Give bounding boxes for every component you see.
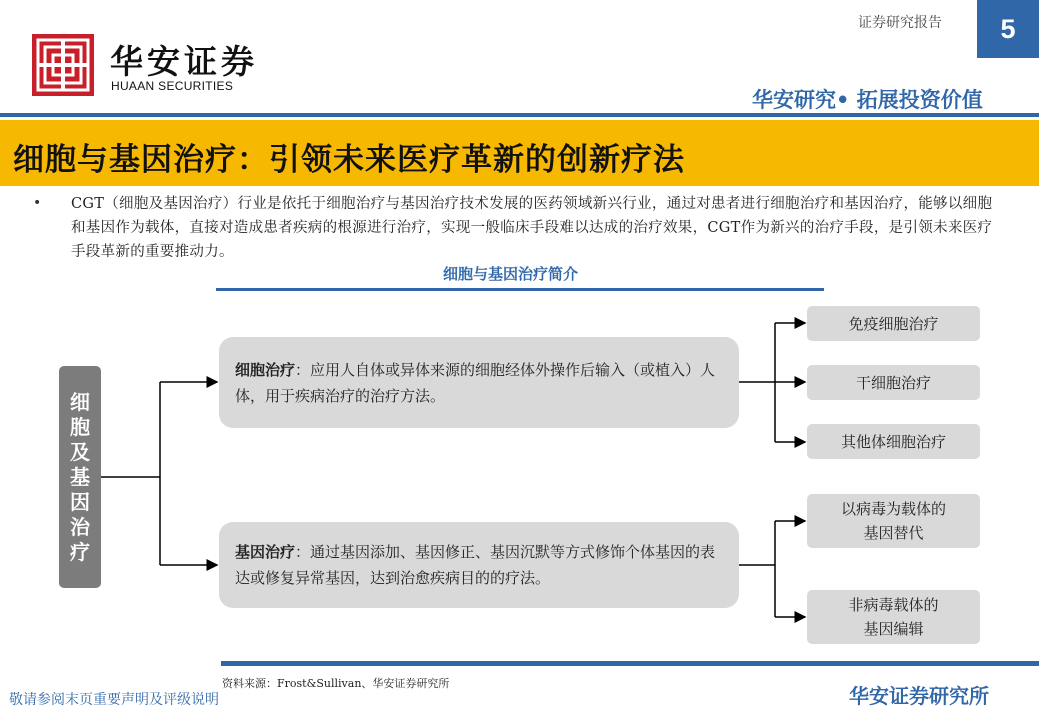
logo-chinese-name: 华安证券	[110, 42, 258, 81]
leaf-stem-cell-therapy	[807, 365, 980, 400]
node-cell-therapy	[219, 337, 739, 428]
root-char: 疗	[70, 539, 90, 564]
gene-therapy-desc: ：通过基因添加、基因修正、基因沉默等方式修饰个体基因的表达或修复异常基因，达到治愈疾病目的的疗法。	[235, 543, 716, 587]
node-gene-therapy	[219, 522, 739, 608]
root-char: 治	[70, 514, 90, 539]
company-slogan: 华安研究• 拓展投资价值	[752, 88, 983, 112]
root-char: 基	[70, 464, 90, 489]
cell-therapy-term: 细胞治疗	[235, 361, 296, 379]
leaf-label-line1: 以病毒为载体的	[840, 500, 946, 518]
report-type-label: 证券研究报告	[858, 15, 942, 31]
leaf-viral-vector-gene-replacement	[807, 494, 980, 548]
leaf-nonviral-gene-editing	[807, 590, 980, 644]
leaf-immune-cell-therapy	[807, 306, 980, 341]
leaf-label-line1: 非病毒载体的	[848, 596, 939, 614]
logo-english-name: HUAAN SECURITIES	[111, 79, 234, 93]
header-divider	[0, 113, 1039, 117]
root-char: 及	[70, 439, 90, 464]
bullet-paragraph: CGT（细胞及基因治疗）行业是依托于细胞治疗与基因治疗技术发展的医药领域新兴行业，通过对患者进行细胞治疗和基因治疗，能够以细胞和基因作为载体，直接对造成患者疾病的根源进行治疗，实现一般临床手段难以达成的治疗效果，CGT作为新兴的治疗手段，是引领未来医疗手段革新的重要推动力。	[71, 196, 993, 260]
cell-therapy-desc: ：应用人自体或异体来源的细胞经体外操作后输入（或植入）人体，用于疾病治疗的治疗方法。	[235, 361, 716, 405]
gene-therapy-term: 基因治疗	[235, 543, 296, 561]
slide-title: 细胞与基因治疗：引领未来医疗革新的创新疗法	[13, 142, 685, 178]
disclaimer-link[interactable]: 敬请参阅末页重要声明及评级说明	[9, 692, 219, 708]
root-char: 胞	[70, 414, 90, 439]
leaf-label-line2: 基因编辑	[863, 620, 924, 638]
root-char: 因	[70, 489, 90, 514]
diagram-title-divider	[216, 288, 824, 291]
source-note: 资料来源：Frost&Sullivan、华安证券研究所	[222, 677, 450, 690]
page-number: 5	[977, 0, 1039, 58]
bullet-marker: •	[33, 195, 42, 211]
leaf-other-somatic-cell-therapy	[807, 424, 980, 459]
leaf-label: 其他体细胞治疗	[840, 432, 946, 451]
root-char: 细	[70, 389, 90, 414]
footer-divider	[221, 661, 1039, 666]
leaf-label-line2: 基因替代	[863, 524, 924, 542]
leaf-label: 干细胞治疗	[855, 373, 931, 392]
root-node-cgt	[59, 366, 101, 588]
diagram-title: 细胞与基因治疗简介	[443, 265, 579, 283]
company-logo-icon	[32, 34, 94, 96]
leaf-label: 免疫细胞治疗	[848, 314, 939, 333]
institute-name: 华安证券研究所	[849, 684, 989, 708]
